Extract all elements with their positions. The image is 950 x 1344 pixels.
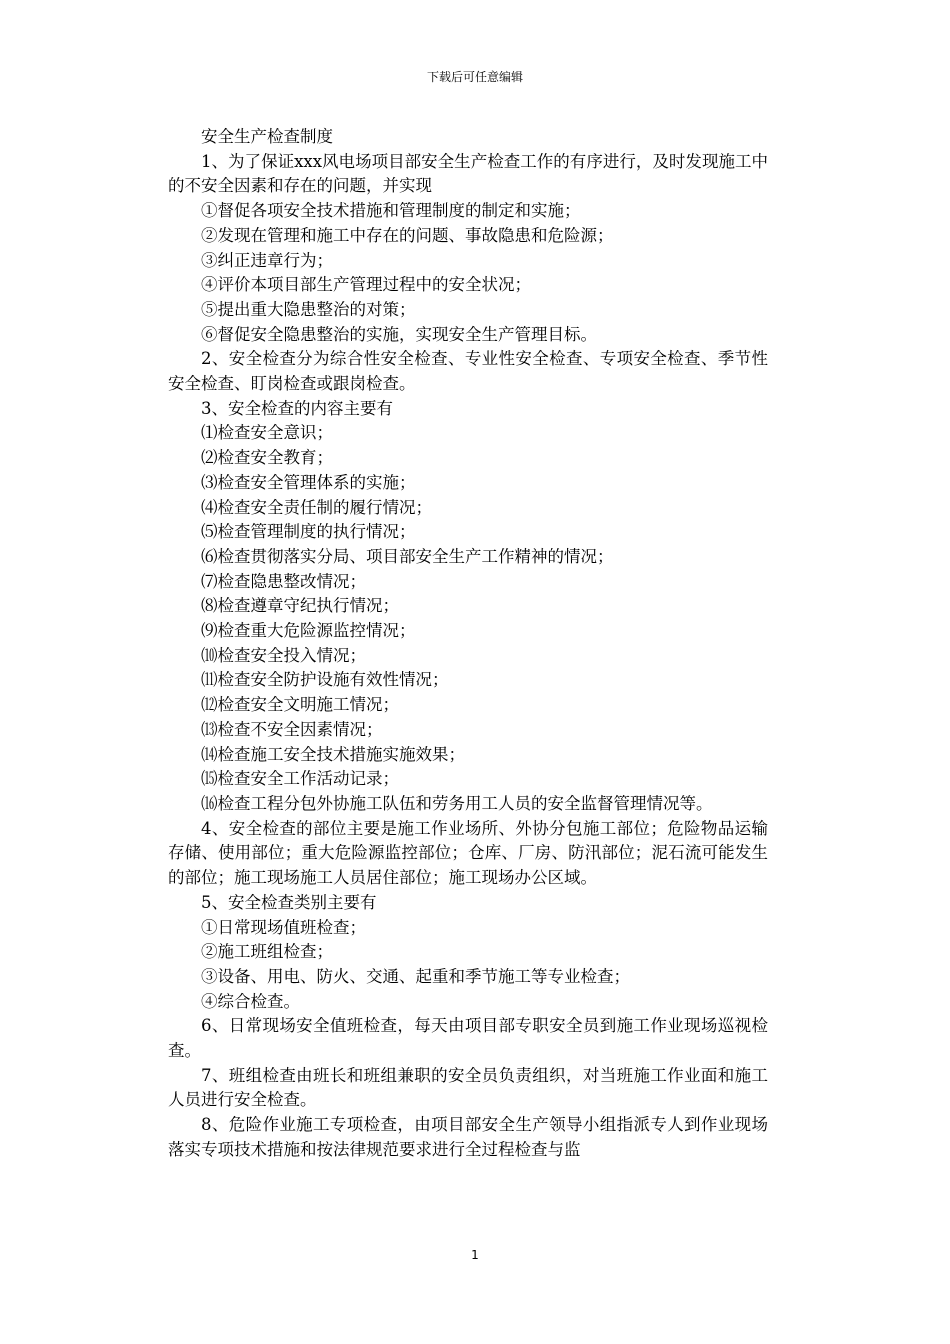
paragraph: 2、安全检查分为综合性安全检查、专业性安全检查、专项安全检查、季节性安全检查、盯岗检查或跟岗检查。	[168, 349, 768, 394]
paragraph: ①督促各项安全技术措施和管理制度的制定和实施；	[201, 201, 581, 221]
paragraph: 4、安全检查的部位主要是施工作业场所、外协分包施工部位；危险物品运输存储、使用部位；重大危险源监控部位；仓库、厂房、防汛部位；泥石流可能发生的部位；施工现场施工人员居住部位；施工现场办公区域。	[168, 818, 768, 888]
paragraph: ⑸检查管理制度的执行情况；	[201, 522, 416, 542]
paragraph: ⑹检查贯彻落实分局、项目部安全生产工作精神的情况；	[201, 546, 614, 566]
paragraph: ⑥督促安全隐患整治的实施，实现安全生产管理目标。	[201, 324, 597, 344]
paragraph: ②施工班组检查；	[201, 942, 333, 962]
page-number: 1	[471, 1248, 479, 1262]
paragraph: 6、日常现场安全值班检查，每天由项目部专职安全员到施工作业现场巡视检查。	[168, 1016, 768, 1061]
paragraph: ⒂检查安全工作活动记录；	[201, 769, 399, 789]
paragraph: ⒁检查施工安全技术措施实施效果；	[201, 744, 465, 764]
paragraph: 7、班组检查由班长和班组兼职的安全员负责组织，对当班施工作业面和施工人员进行安全检查。	[168, 1065, 768, 1110]
paragraph: ⑼检查重大危险源监控情况；	[201, 621, 416, 641]
paragraph: ③设备、用电、防火、交通、起重和季节施工等专业检查；	[201, 966, 630, 986]
document-title: 安全生产检查制度	[201, 127, 333, 146]
paragraph: 8、危险作业施工专项检查，由项目部安全生产领导小组指派专人到作业现场落实专项技术措施和按法律规范要求进行全过程检查与监	[168, 1115, 768, 1159]
paragraph: ⑵检查安全教育；	[201, 448, 333, 468]
header-text: 下载后可任意编辑	[426, 70, 523, 84]
paragraph: 3、安全检查的内容主要有	[201, 398, 393, 418]
paragraph: ⑽检查安全投入情况；	[201, 645, 366, 665]
paragraph: ②发现在管理和施工中存在的问题、事故隐患和危险源；	[201, 225, 614, 245]
paragraph: 5、安全检查类别主要有	[201, 892, 377, 912]
paragraph: ⑾检查安全防护设施有效性情况；	[201, 670, 449, 690]
paragraph: ⑺检查隐患整改情况；	[201, 571, 366, 591]
paragraph: ⑿检查安全文明施工情况；	[201, 695, 399, 715]
paragraph: ⑤提出重大隐患整治的对策；	[201, 299, 416, 319]
document-body	[168, 125, 768, 1163]
paragraph: ④综合检查。	[201, 991, 300, 1011]
paragraph: 1、为了保证xxx风电场项目部安全生产检查工作的有序进行，及时发现施工中的不安全因素和存在的问题，并实现	[168, 151, 768, 196]
paragraph: ⑷检查安全责任制的履行情况；	[201, 497, 432, 517]
page-header	[0, 70, 950, 84]
paragraph: ④评价本项目部生产管理过程中的安全状况；	[201, 275, 531, 295]
page-footer	[0, 1248, 950, 1262]
paragraph: ⒀检查不安全因素情况；	[201, 719, 383, 739]
paragraph: ①日常现场值班检查；	[201, 917, 366, 937]
paragraph: ⑶检查安全管理体系的实施；	[201, 472, 416, 492]
paragraph: ⑴检查安全意识；	[201, 423, 333, 443]
paragraph: ⑻检查遵章守纪执行情况；	[201, 596, 399, 616]
paragraph: ③纠正违章行为；	[201, 250, 333, 270]
paragraph: ⒃检查工程分包外协施工队伍和劳务用工人员的安全监督管理情况等。	[201, 793, 713, 813]
